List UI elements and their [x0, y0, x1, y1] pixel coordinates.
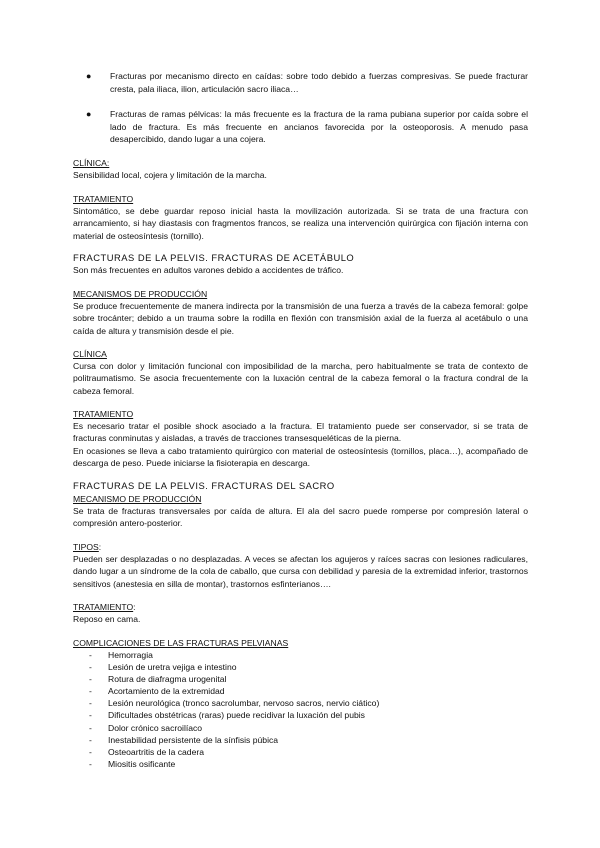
intro-bullet-list-2 [80, 108, 528, 146]
complicaciones-list [88, 649, 448, 770]
sacro-mecanismo-text: Se trata de fracturas transversales por caída de altura. El ala del sacro puede romperse por compresión lateral o compresión antero-posterior. [73, 506, 528, 529]
sacro-tipos-heading-line [73, 541, 528, 553]
list-item: - Hemorragia [89, 650, 153, 660]
tratamiento-heading: TRATAMIENTO [73, 194, 134, 204]
bullet-icon: ● [86, 71, 92, 81]
list-item: - Acortamiento de la extremidad [89, 686, 225, 697]
sacro-title: FRACTURAS DE LA PELVIS. FRACTURAS DEL SACRO [73, 480, 335, 491]
list-item: - Osteoartritis de la cadera [89, 746, 205, 757]
list-item: - Inestabilidad persistente de la sínfisis púbica [89, 734, 279, 745]
sacro-tratamiento-colon: : [133, 602, 136, 612]
sacro-tratamiento-heading-line [73, 601, 528, 613]
tratamiento-text: Sintomático, se debe guardar reposo inicial hasta la movilización autorizada. Si se trata de una fractura con arrancamiento, si hay diastasis con fragmentos francos, se realiza una intervención quirúrgica con fijación interna con material de osteosíntesis (tornillo). [73, 206, 528, 241]
sacro-tipos-heading: TIPOS [73, 542, 99, 552]
sacro-tratamiento-text: Reposo en cama. [73, 614, 141, 624]
list-item: - Rotura de diafragma urogenital [89, 674, 227, 685]
acetabulo-mecanismos-text: Se produce frecuentemente de manera indirecta por la transmisión de una fuerza a través de la cabeza femoral: golpe sobre trocánter; debido a un trauma sobre la rodilla en flexión con transmisión axial de la fuerza al acetábulo o una caída de altura y transmisión desde el pie. [73, 301, 528, 336]
clinica-heading: CLÍNICA: [73, 158, 110, 168]
list-item: - Lesión neurológica (tronco sacrolumbar, nervoso sacros, nervio ciático) [89, 698, 380, 709]
bullet-icon: ● [86, 109, 92, 119]
clinica-text: Sensibilidad local, cojera y limitación de la marcha. [73, 170, 267, 180]
sacro-mecanismo-heading: MECANISMO DE PRODUCCIÓN [73, 494, 202, 504]
list-item: - Dificultades obstétricas (raras) puede recidivar la luxación del pubis [89, 710, 365, 721]
acetabulo-clinica-heading: CLÍNICA [73, 349, 107, 359]
list-item: - Dolor crónico sacroilíaco [89, 722, 203, 733]
acetabulo-tratamiento-text-1: Es necesario tratar el posible shock asociado a la fractura. El tratamiento puede ser conservador, si se trata de fracturas conminutas y aisladas, a través de tracciones transesqueléticas de la pierna. [73, 421, 528, 444]
acetabulo-clinica-text: Cursa con dolor y limitación funcional con imposibilidad de la marcha, pero habitualmente se trata de contexto de politraumatismo. Se asocia frecuentemente con la luxación central de la cabeza femoral o la fractura condral de la cabeza femoral. [73, 361, 528, 396]
acetabulo-mecanismos-heading: MECANISMOS DE PRODUCCIÓN [73, 289, 208, 299]
acetabulo-title: FRACTURAS DE LA PELVIS. FRACTURAS DE ACETÁBULO [73, 252, 355, 263]
acetabulo-intro: Son más frecuentes en adultos varones debido a accidentes de tráfico. [73, 265, 344, 275]
list-item: ● Fracturas por mecanismo directo en caídas: sobre todo debido a fuerzas compresivas. Se puede fracturar cresta, pala iliaca, ilion, articulación sacro iliaca… [86, 71, 528, 94]
sacro-tipos-colon: : [98, 542, 102, 552]
list-item: - Lesión de uretra vejiga e intestino [89, 662, 237, 673]
intro-bullet-list [80, 70, 528, 95]
list-item: - Miositis osificante [89, 758, 176, 769]
sacro-tratamiento-heading: TRATAMIENTO [73, 602, 134, 612]
acetabulo-tratamiento-heading: TRATAMIENTO [73, 409, 134, 419]
sacro-tipos-text: Pueden ser desplazadas o no desplazadas. A veces se afectan los agujeros y raíces sacras con lesiones radiculares, dando lugar a un síndrome de la cola de caballo, que cursa con debilidad y paresia de la extremidad inferior, trastornos sensitivos (anestesia en silla de montar), trastornos esfinterianos…. [73, 554, 528, 589]
list-item: ● Fracturas de ramas pélvicas: la más frecuente es la fractura de la rama pubiana superior por caída sobre el lado de fractura. Es más frecuente en ancianos favorecida por la osteoporosis. A menudo pasa desapercibido, dando lugar a una cojera. [86, 109, 528, 144]
acetabulo-tratamiento-text-2: En ocasiones se lleva a cabo tratamiento quirúrgico con material de osteosíntesis (tornillos, placa…), acompañado de descarga de peso. Puede iniciarse la fisioterapia en descarga. [73, 446, 528, 469]
complicaciones-heading: COMPLICACIONES DE LAS FRACTURAS PELVIANAS [73, 638, 289, 648]
